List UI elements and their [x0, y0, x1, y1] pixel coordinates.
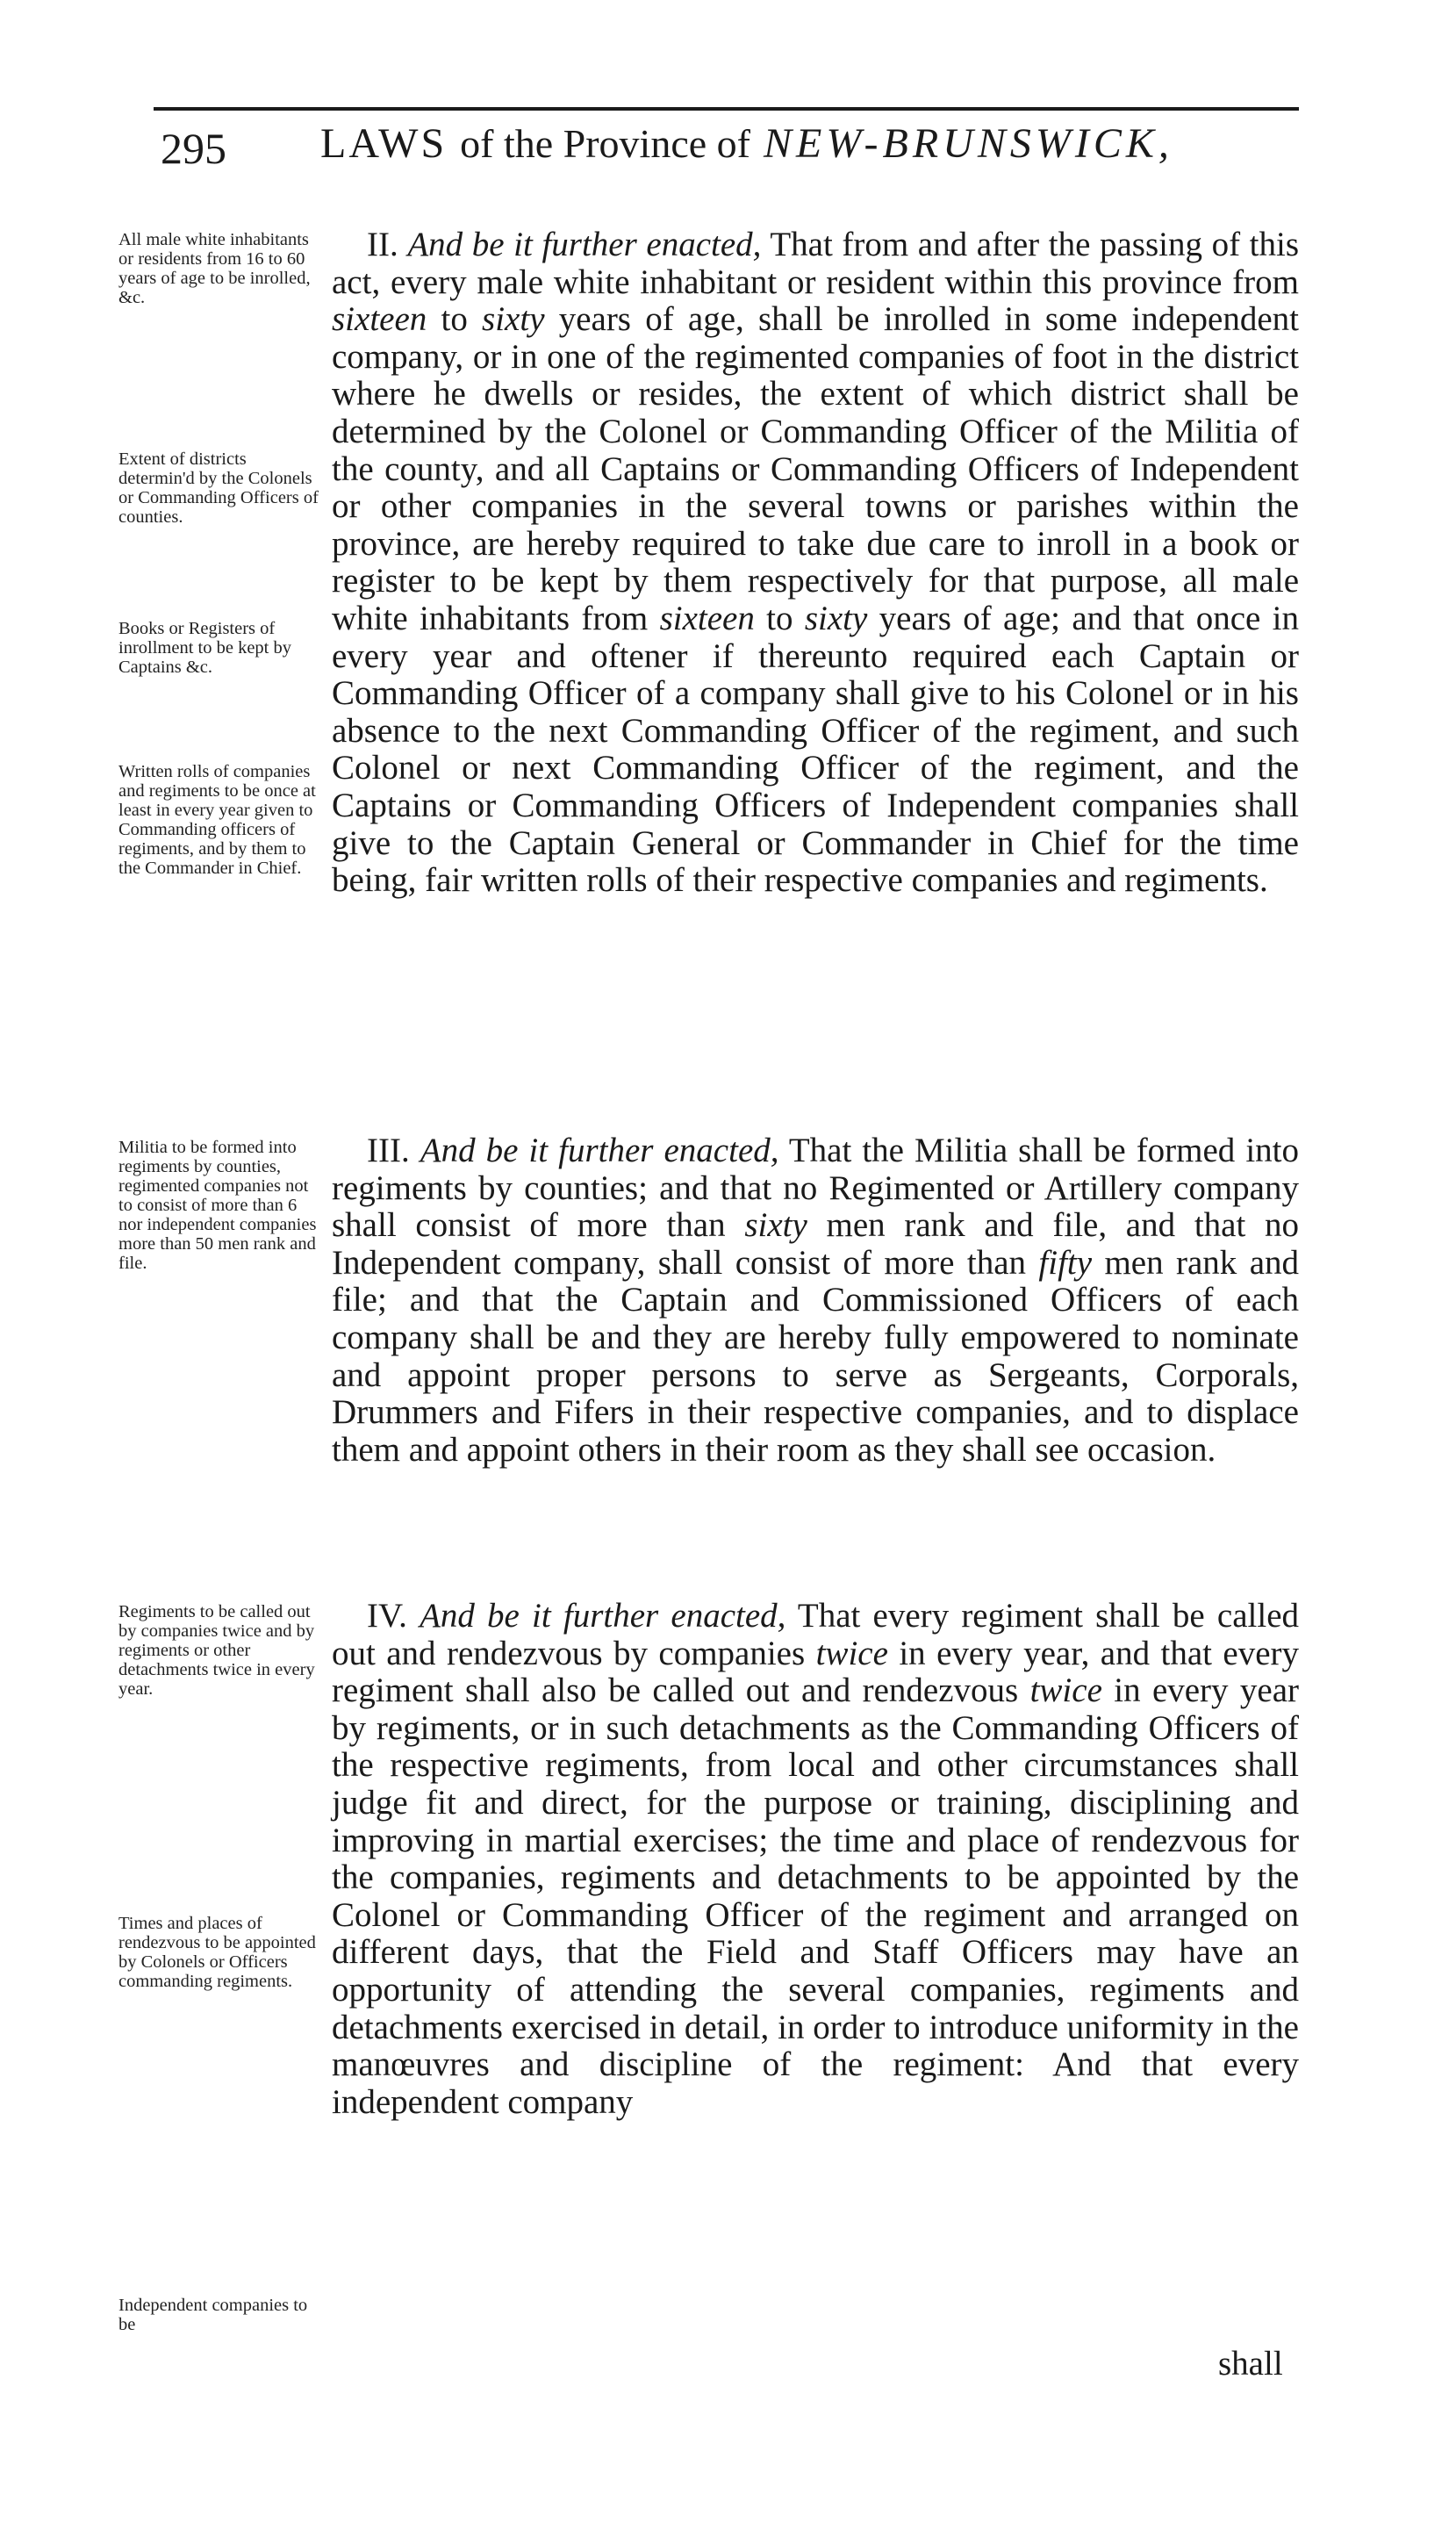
section-text-italic: sixteen	[659, 599, 755, 637]
title-prefix: LAWS	[320, 120, 448, 167]
margin-note: All male white inhabitants or residents from 16 to 60 years of age to be inrolled, &c.	[118, 230, 311, 307]
enacting-clause: And be it further enacted,	[407, 226, 762, 263]
margin-note: Written rolls of companies and regiments to be once at least in every year given to Commanding officers of regiments, and by them to the Commander in Chief.	[118, 762, 316, 878]
section-text: to	[766, 599, 793, 637]
section-numeral: III.	[367, 1132, 410, 1169]
section-text-italic: sixty	[744, 1206, 807, 1245]
section-text: in every year, and that every regiment shall also be called out and rendezvous	[332, 1634, 1300, 1710]
section-text: men rank and file; and that the Captain and Commissioned Officers of each company shall be and they are hereby fully empowered to nominate and appoint proper persons to serve as Sergeants, Corporals, Drummers and Fifers in their respective companies, and to displace them and appoint others in their room as they shall see occasion.	[332, 1243, 1299, 1469]
section-iii	[332, 1132, 1299, 1469]
running-title	[320, 119, 1173, 168]
section-text: That the Militia shall be formed into regiments by counties; and that no Regimented or Artillery company shall consist of more than	[332, 1132, 1300, 1245]
page-number: 295	[161, 124, 226, 173]
section-numeral: II.	[367, 226, 398, 263]
title-middle: of the Province of	[460, 121, 750, 166]
title-province: NEW-BRUNSWICK,	[764, 120, 1173, 167]
section-ii	[332, 226, 1299, 900]
section-text: years of age, shall be inrolled in some independent company, or in one of the regimented companies of foot in the district where he dwells or resides, the extent of which district shall be determined by the Colonel or Commanding Officer of the Militia of the county, and all Captains or Commanding Officers of Independent or other companies in the several towns or parishes within the province, are hereby required to take due care to inroll in a book or register to be kept by them respectively for that purpose, all male white inhabitants from	[332, 300, 1299, 637]
section-text: That from and after the passing of this act, every male white inhabitant or resident within this province from	[332, 226, 1300, 301]
section-text: That every regiment shall be called out and rendezvous by companies	[332, 1597, 1300, 1672]
section-text-italic: sixty	[804, 599, 868, 637]
section-iv	[332, 1598, 1299, 2121]
section-numeral: IV.	[367, 1597, 407, 1635]
section-text: to	[441, 300, 468, 339]
margin-note: Militia to be formed into regiments by counties, regimented companies not to consist of more than 6 nor independent companies more than 50 men rank and file.	[118, 1138, 317, 1273]
section-text-italic: sixty	[482, 300, 545, 339]
section-text: years of age; and that once in every year and oftener if thereunto required each Captain or Commanding Officer of a company shall give to his Colonel or in his absence to the next Commanding Officer of the regiment, and such Colonel or next Commanding Officer of the regiment, and the Captains or Commanding Officers of Independent companies shall give to the Captain General or Commander in Chief for the time being, fair written rolls of their respective companies and regiments.	[332, 599, 1300, 900]
margin-note: Extent of districts determin'd by the Colonels or Commanding Officers of counties.	[118, 449, 319, 527]
running-header	[154, 111, 1299, 174]
section-text-italic: fifty	[1038, 1243, 1093, 1282]
section-text-italic: twice	[815, 1634, 888, 1672]
section-text: men rank and file, and that no Independent company, shall consist of more than	[332, 1206, 1300, 1282]
section-text: in every year by regiments, or in such detachments as the Commanding Officers of the respective regiments, from local and other circumstances shall judge fit and direct, for the purpose or training, disciplining and improving in martial exercises; the time and place of rendezvous for the companies, regiments and detachments to be appointed by the Colonel or Commanding Officer of the regiment and arranged on different days, that the Field and Staff Officers may have an opportunity of attending the several companies, regiments and detachments exercised in detail, in order to introduce uniformity in the manœuvres and discipline of the regiment: And that every independent company	[332, 1671, 1300, 2121]
margin-note: Times and places of rendezvous to be appointed by Colonels or Officers commanding regiments.	[118, 1914, 316, 1991]
section-text-italic: sixteen	[332, 300, 427, 339]
section-text-italic: twice	[1029, 1671, 1102, 1710]
margin-note: Independent companies to be	[118, 2296, 308, 2334]
catchword: shall	[1218, 2345, 1283, 2383]
enacting-clause: And be it further enacted,	[420, 1597, 786, 1635]
enacting-clause: And be it further enacted,	[420, 1132, 779, 1169]
margin-note: Regiments to be called out by companies twice and by regiments or other detachments twice in every year.	[118, 1602, 315, 1699]
margin-note: Books or Registers of inrollment to be kept by Captains &c.	[118, 619, 291, 677]
